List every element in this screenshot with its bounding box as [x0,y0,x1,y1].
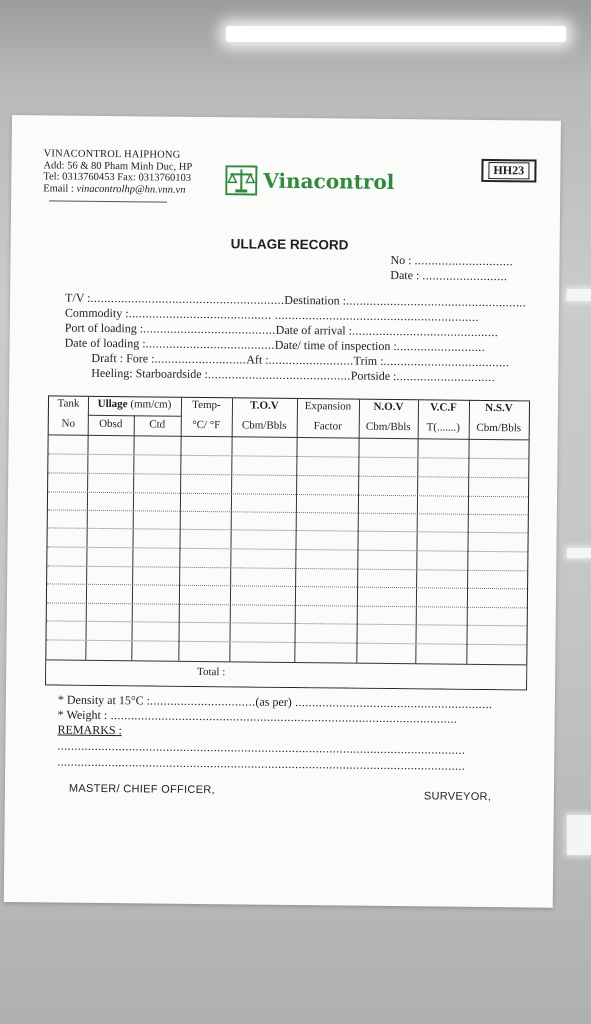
ullage-record-form [4,115,561,908]
header-temp-unit: °C/ °F [192,418,221,432]
weight-label: * Weight : [57,707,108,723]
header-temp: Temp- [192,398,221,412]
remarks-line: ........................................................................................................................ [57,754,466,773]
commodity-field: Commodity :.......................................... ............................................................ [64,305,479,324]
column-divider [229,398,233,686]
header-factor: Factor [313,420,342,433]
row-line [48,527,528,533]
row-line [48,453,528,459]
remarks-line: ........................................................................................................................ [57,738,466,757]
column-divider [178,398,182,686]
header-nsv-unit: Cbm/Bbls [476,421,522,435]
column-divider [415,400,419,688]
company-address: Add: 56 & 80 Pham Minh Duc, HP [43,159,193,173]
ullage-table [45,395,530,690]
date-of-loading-field: Date of loading :......................................Date/ time of inspection :.......................... [64,335,486,354]
brand-name: Vinacontrol [263,168,395,195]
draft-field: Draft : Fore :...........................Aft :.........................Trim :..................................... [91,350,510,370]
port-of-loading-label: Port of loading : [64,320,144,336]
row-line [48,472,528,478]
header-vcf: V.C.F [430,401,457,414]
column-divider [131,415,135,685]
tv-label: T/V : [65,290,91,305]
total-label: Total : [196,665,226,679]
density-label: * Density at 15°C : [57,692,151,708]
master-signature-label: MASTER/ CHIEF OFFICER, [68,782,215,797]
company-block [43,148,192,203]
header-tank: Tank [57,397,80,410]
as-per-label: (as per) [255,694,292,709]
density-field: * Density at 15°C :...............................(as per) .......................................................... [57,692,493,712]
port-of-loading-field: Port of loading :.......................................Date of arrival :........................................... [64,320,499,340]
aft-label: Aft : [246,352,269,367]
date-label: Date : [390,267,420,283]
company-name: VINACONTROL HAIPHONG [43,148,181,161]
header-bottom-line [49,434,529,440]
row-line [47,620,527,626]
page-title: ULLAGE RECORD [230,236,349,253]
company-email: vinacontrolhp@hn.vnn.vn [76,183,186,196]
company-tel-fax: Tel: 0313760453 Fax: 0313760103 [43,171,192,184]
date-of-arrival-label: Date of arrival : [275,322,353,338]
header-ullage [88,398,181,411]
header-ullage-title: Ullage [97,397,128,411]
background-light-reflection [567,289,591,301]
portside-label: Portside : [350,368,397,384]
header-ctd: Ctd [149,418,166,431]
header-tov: T.O.V [250,399,279,412]
header-expansion: Expansion [304,400,352,413]
column-divider [466,401,470,689]
draft-fore-label: Draft : Fore : [91,350,155,366]
row-line [48,509,528,515]
email-label: Email : [43,182,74,195]
date-time-inspection-label: Date/ time of inspection : [274,337,397,354]
form-code-badge [481,159,536,183]
header-tov-unit: Cbm/Bbls [241,419,287,432]
destination-label: Destination : [284,292,347,308]
header-vcf-unit: T(.......) [426,421,460,434]
header-obsd: Obsd [99,417,123,431]
ceiling-light [226,26,566,42]
no-field: No : ............................. [390,252,514,269]
header-nov-unit: Cbm/Bbls [365,420,411,434]
row-line [47,602,527,608]
surveyor-signature-label: SURVEYOR, [423,790,492,804]
header-tank-no: No [61,417,76,430]
header-nov: N.O.V [373,400,404,414]
header-nsv: N.S.V [485,401,513,415]
vinacontrol-logo [225,165,394,197]
row-line [47,565,527,571]
commodity-label: Commodity : [64,305,129,321]
underline-divider [49,200,167,202]
tv-field: T/V :.........................................................Destination :..................................................... [65,290,527,310]
form-code: HH23 [488,162,529,179]
trim-label: Trim : [353,353,384,368]
heeling-field: Heeling: Starboardside :..........................................Portside :............................. [91,365,496,385]
company-email-line [43,183,192,196]
remarks-heading: REMARKS : [57,722,122,738]
header-ullage-unit: (mm/cm) [130,398,172,411]
background-light-reflection [567,548,591,558]
scales-logo-icon [225,165,257,195]
no-label: No : [390,252,412,268]
row-line [48,491,528,497]
row-line [47,546,527,552]
weight-field: * Weight : ...................................................................................................... [57,707,458,726]
column-divider [294,399,298,687]
date-of-loading-label: Date of loading : [64,335,146,351]
background-light-reflection [567,815,591,855]
total-row [46,659,526,689]
column-divider [356,400,360,688]
row-line [47,583,527,589]
row-line [47,639,527,645]
heeling-starboard-label: Heeling: Starboardside : [91,365,209,382]
column-divider [85,397,89,685]
date-field: Date : ......................... [390,267,508,284]
